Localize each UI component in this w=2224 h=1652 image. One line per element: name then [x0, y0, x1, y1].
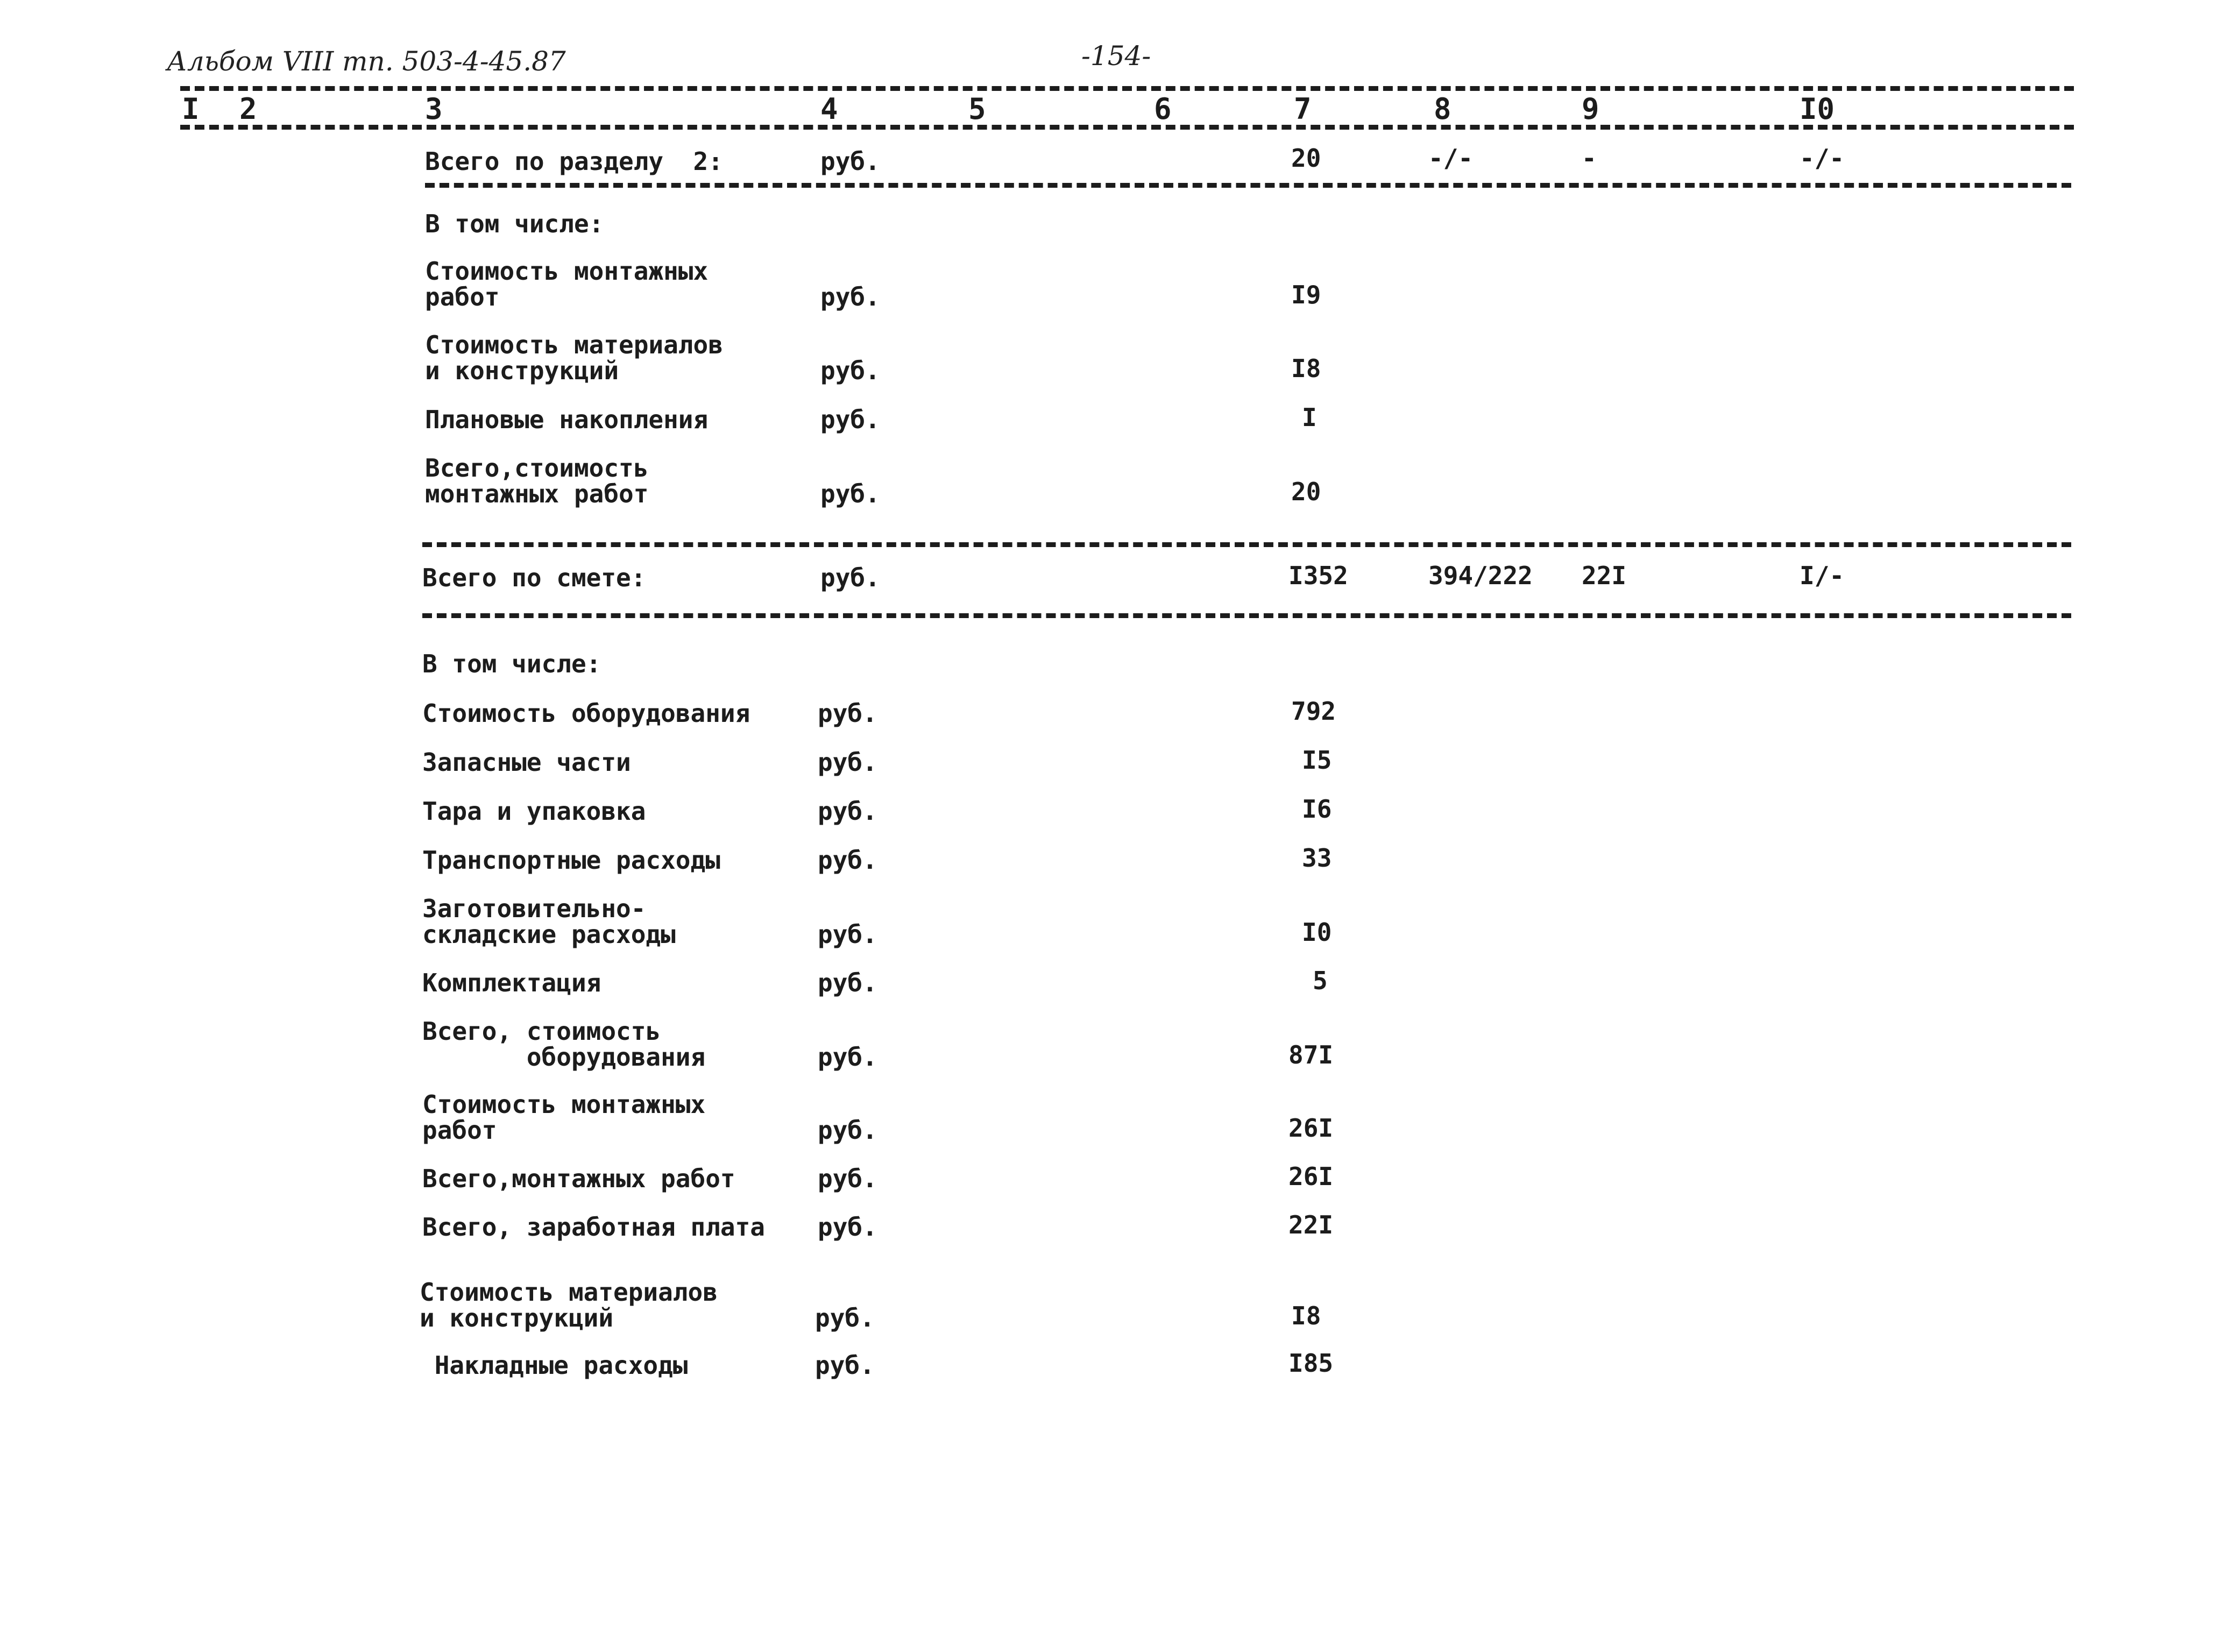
row-unit: руб. — [818, 920, 877, 949]
row-value: 20 — [1291, 477, 1321, 506]
row-label: Запасные части — [422, 748, 631, 777]
row-unit: руб. — [818, 846, 877, 875]
estimate-total-c10: I/- — [1800, 561, 1845, 590]
row-label: Комплектация — [422, 968, 601, 997]
row-unit: руб. — [820, 479, 880, 508]
row-value: I8 — [1291, 1301, 1321, 1330]
col-7: 7 — [1294, 92, 1312, 126]
row-value: I — [1302, 403, 1317, 432]
row-label: Всего,монтажных работ — [422, 1164, 735, 1193]
estimate-breakdown-heading: В том числе: — [422, 649, 601, 678]
col-2: 2 — [239, 92, 257, 126]
estimate-total-c7: I352 — [1288, 561, 1348, 590]
row-value: I8 — [1291, 354, 1321, 383]
row-label: Всего, заработная плата — [422, 1213, 765, 1242]
row-unit: руб. — [818, 1213, 877, 1242]
row-label: Стоимость материалов и конструкций — [425, 330, 723, 385]
section-total-label: Всего по разделу 2: — [425, 147, 723, 176]
row-unit: руб. — [820, 405, 880, 434]
row-unit: руб. — [818, 968, 877, 997]
row-unit: руб. — [818, 797, 877, 826]
row-label: Стоимость оборудования — [422, 699, 750, 728]
estimate-total-unit: руб. — [820, 563, 880, 592]
col-5: 5 — [968, 92, 986, 126]
row-label: Транспортные расходы — [422, 846, 720, 875]
row-label: Всего, стоимость оборудования — [422, 1017, 706, 1072]
row-value: I9 — [1291, 280, 1321, 309]
row-value: 33 — [1302, 843, 1332, 873]
row-label: Плановые накопления — [425, 405, 709, 434]
estimate-top-rule — [422, 542, 2071, 547]
column-header-rule — [180, 125, 2074, 130]
section-total-rule — [425, 183, 2071, 188]
row-unit: руб. — [815, 1303, 875, 1332]
section-total-unit: руб. — [820, 147, 880, 176]
section-total-c8: -/- — [1428, 144, 1474, 173]
row-value: I0 — [1302, 918, 1332, 947]
col-6: 6 — [1154, 92, 1172, 126]
row-unit: руб. — [818, 1043, 877, 1072]
row-label: Тара и упаковка — [422, 797, 646, 826]
col-9: 9 — [1582, 92, 1599, 126]
row-label: Заготовительно- складские расходы — [422, 894, 676, 949]
row-value: 5 — [1313, 966, 1328, 995]
row-unit: руб. — [818, 1164, 877, 1193]
row-label: Стоимость монтажных работ — [425, 257, 709, 311]
estimate-total-c9: 22I — [1582, 561, 1627, 590]
col-8: 8 — [1434, 92, 1451, 126]
row-unit: руб. — [818, 748, 877, 777]
row-unit: руб. — [820, 282, 880, 311]
col-10: I0 — [1800, 92, 1835, 126]
section-total-c10: -/- — [1800, 144, 1845, 173]
row-value: I5 — [1302, 746, 1332, 775]
page-number: -154- — [1081, 40, 1151, 72]
row-label: Накладные расходы — [420, 1351, 688, 1380]
col-3: 3 — [425, 92, 443, 126]
row-unit: руб. — [818, 1116, 877, 1145]
row-value: 26I — [1288, 1114, 1334, 1143]
col-4: 4 — [820, 92, 838, 126]
section-total-c7: 20 — [1291, 144, 1321, 173]
row-label: Всего,стоимость монтажных работ — [425, 453, 649, 508]
row-value: I85 — [1288, 1349, 1334, 1378]
row-unit: руб. — [818, 699, 877, 728]
row-value: 22I — [1288, 1210, 1334, 1239]
col-1: I — [182, 92, 200, 126]
row-label: Стоимость материалов и конструкций — [420, 1278, 718, 1332]
row-value: I6 — [1302, 795, 1332, 824]
estimate-total-c8: 394/222 — [1428, 561, 1533, 590]
row-value: 26I — [1288, 1162, 1334, 1191]
row-unit: руб. — [820, 356, 880, 385]
album-reference: Альбом VIII тп. 503-4-45.87 — [167, 46, 566, 77]
estimate-total-label: Всего по смете: — [422, 563, 646, 592]
row-value: 87I — [1288, 1040, 1334, 1069]
row-value: 792 — [1291, 697, 1336, 726]
section-total-c9: - — [1582, 144, 1597, 173]
row-unit: руб. — [815, 1351, 875, 1380]
top-rule — [180, 86, 2074, 91]
row-label: Стоимость монтажных работ — [422, 1090, 706, 1145]
section-breakdown-heading: В том числе: — [425, 209, 604, 238]
estimate-bottom-rule — [422, 613, 2071, 618]
